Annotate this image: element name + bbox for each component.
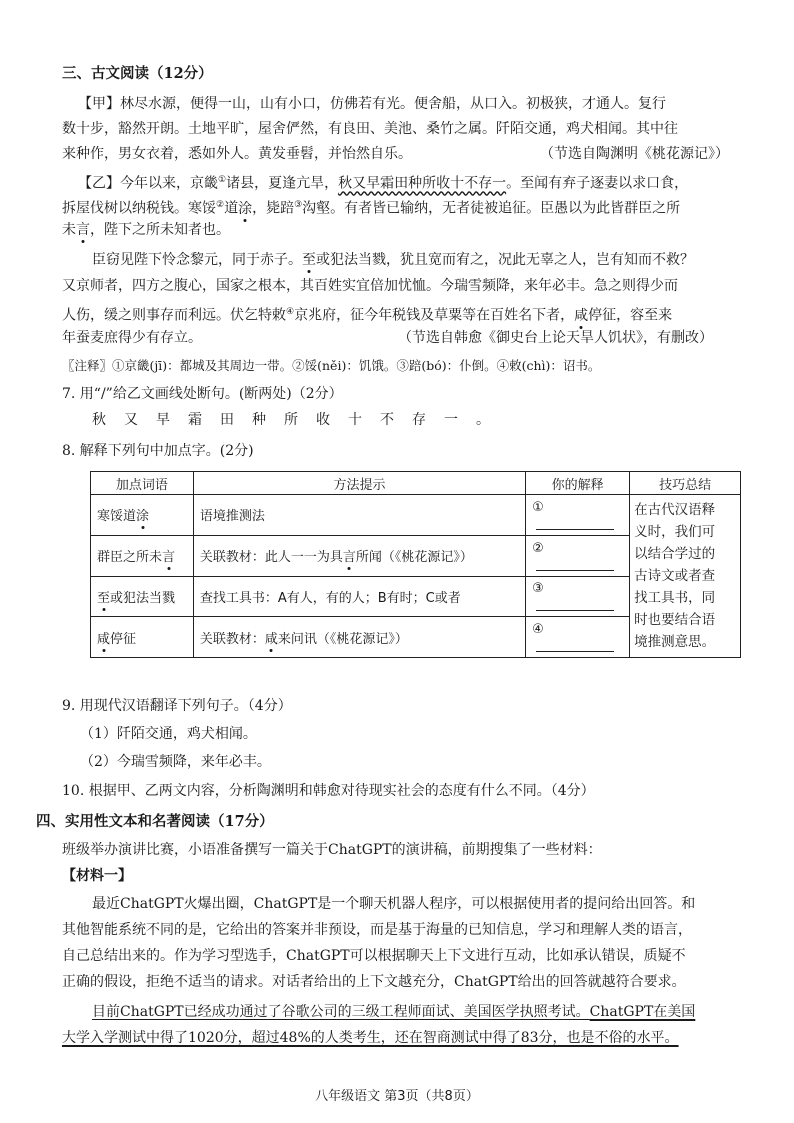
header-summary: 技巧总结 <box>630 472 741 495</box>
material-1-line-5: 目前ChatGPT已经成功通过了谷歌公司的三级工程师面试、美国医学执照考试。ChatGPT在美国 <box>92 1004 696 1020</box>
broken-sentence: 秋又早霜田种所收十不存一 <box>338 175 507 192</box>
jia-line-2: 数十步，豁然开朗。土地平旷，屋舍俨然，有良田、美池、桑竹之属。阡陌交通，鸡犬相闻。其中往 <box>62 121 678 137</box>
answer-blank-3[interactable] <box>536 596 614 611</box>
answer-blank-1[interactable] <box>536 515 614 530</box>
question-8: 8. 解释下列句中加点字。(2分) <box>62 443 254 459</box>
section3-title: 三、古文阅读（12分） <box>62 65 213 82</box>
notes: 〖注释〗①京畿(jī)：都城及其周边一带。②馁(něi)：饥饿。③踣(bó)：仆倒。④敕(chì)：诏书。 <box>62 358 601 373</box>
note-mark-1: ① <box>218 175 227 185</box>
note-mark-3: ③ <box>294 200 303 210</box>
question-9: 9. 用现代汉语翻译下列句子。（4分） <box>62 698 292 714</box>
answer-cell[interactable]: ④ <box>526 617 630 658</box>
note-mark-2: ② <box>216 200 225 210</box>
header-answer: 你的解释 <box>526 472 630 495</box>
question-9-1: （1）阡陌交通，鸡犬相闻。 <box>80 726 257 742</box>
answer-blank-4[interactable] <box>536 637 614 652</box>
yi-line-5: 又京师者，四方之腹心，国家之根本，其百姓实宜倍加忧恤。今瑞雪频降，来年必丰。急之则得少而 <box>62 278 678 294</box>
hint-cell: 语境推测法 <box>193 495 525 536</box>
dotted-char-tu: 涂 <box>238 200 253 217</box>
note-mark-4: ④ <box>286 307 295 317</box>
yi-line-3: 未言，陛下之所未知者也。 <box>62 222 230 238</box>
question-9-2: （2）今瑞雪频降，来年必丰。 <box>80 754 271 770</box>
question-8-table <box>90 471 741 658</box>
dotted-char-xian: 咸 <box>574 307 589 324</box>
word-cell: 群臣之所未言 <box>91 535 194 576</box>
header-word: 加点词语 <box>91 472 194 495</box>
dotted-char-yan: 言 <box>76 222 90 238</box>
summary-cell: 在古代汉语释 义时，我们可 以结合学过的 古诗文或者查 找工具书，同 时也要结合语 境推测意思。 <box>630 495 741 658</box>
material-1-line-3: 自己总结出来的。作为学习型选手，ChatGPT可以根据聊天上下文进行互动，比如承认错误，质疑不 <box>62 948 686 964</box>
table-header-row <box>91 472 741 495</box>
table-row <box>91 495 741 536</box>
yi-line-6: 人伤，缓之则事存而利远。伏乞特敕④京兆府，征今年税钱及草粟等在百姓名下者，咸停征，容至来 <box>62 307 673 324</box>
answer-cell[interactable]: ② <box>526 535 630 576</box>
yi-line-2: 拆屋伐树以纳税钱。寒馁②道涂，毙踣③沟壑。有者皆已输纳，无者徒被追征。臣愚以为此皆群臣之所 <box>62 200 681 217</box>
answer-cell[interactable]: ① <box>526 495 630 536</box>
answer-cell[interactable]: ③ <box>526 576 630 617</box>
yi-source: （节选自韩愈《御史台上论天旱人饥状》，有删改） <box>398 330 713 346</box>
question-7-text: 秋又早霜田种所收十不存一。 <box>92 412 508 428</box>
word-cell: 至或犯法当戮 <box>91 576 194 617</box>
jia-line-3: 来种作，男女衣着，悉如外人。黄发垂髫，并怡然自乐。 <box>62 146 412 162</box>
hint-cell: 关联教材：咸来问讯（《桃花源记》） <box>193 617 525 658</box>
hint-cell: 查找工具书：A有人，有的人；B有时；C或者 <box>193 576 525 617</box>
material-1-line-2: 其他智能系统不同的是，它给出的答案并非预设，而是基于海量的已知信息，学习和理解人类的语言， <box>62 922 692 938</box>
question-10: 10. 根据甲、乙两文内容，分析陶渊明和韩愈对待现实社会的态度有什么不同。（4分） <box>62 783 595 799</box>
yi-line-4: 臣窃见陛下怜念黎元，同于赤子。至或犯法当戮，犹且宽而宥之，况此无辜之人，岂有知而不救？ <box>92 252 694 268</box>
header-hint: 方法提示 <box>193 472 525 495</box>
section4-intro: 班级举办演讲比赛，小语准备撰写一篇关于ChatGPT的演讲稿，前期搜集了一些材料： <box>62 842 602 858</box>
dotted-char-zhi: 至 <box>302 252 316 268</box>
material-1-line-1: 最近ChatGPT火爆出圈，ChatGPT是一个聊天机器人程序，可以根据使用者的提问给出回答。和 <box>92 896 696 912</box>
jia-line-1: 【甲】林尽水源，便得一山，山有小口，仿佛若有光。便舍船，从口入。初极狭，才通人。复行 <box>78 96 666 112</box>
yi-line-7: 年蚕麦庶得少有存立。 <box>62 330 202 346</box>
jia-source: （节选自陶渊明《桃花源记》） <box>540 146 729 162</box>
question-7: 7. 用“/”给乙文画线处断句。(断两处)（2分） <box>62 386 343 402</box>
yi-line-1: 【乙】今年以来，京畿①诸县，夏逢亢旱，秋又早霜田种所收十不存一。至闻有弃子逐妻以求口食， <box>78 175 689 192</box>
material-1-line-4: 正确的假设，拒绝不适当的请求。对话者给出的上下文越充分，ChatGPT给出的回答就越符合要求。 <box>62 974 686 990</box>
hint-cell: 关联教材：此人一一为具言所闻（《桃花源记》） <box>193 535 525 576</box>
material-1-label: 【材料一】 <box>62 868 132 884</box>
page-footer: 八年级语文 第3页（共8页） <box>315 1089 479 1104</box>
section4-title: 四、实用性文本和名著阅读（17分） <box>36 813 274 830</box>
answer-blank-2[interactable] <box>536 556 614 571</box>
material-1-line-6: 大学入学测试中得了1020分，超过48%的人类考生，还在智商测试中得了83分，也是不俗的水平。 <box>62 1030 679 1046</box>
word-cell: 咸停征 <box>91 617 194 658</box>
word-cell: 寒馁道涂 <box>91 495 194 536</box>
